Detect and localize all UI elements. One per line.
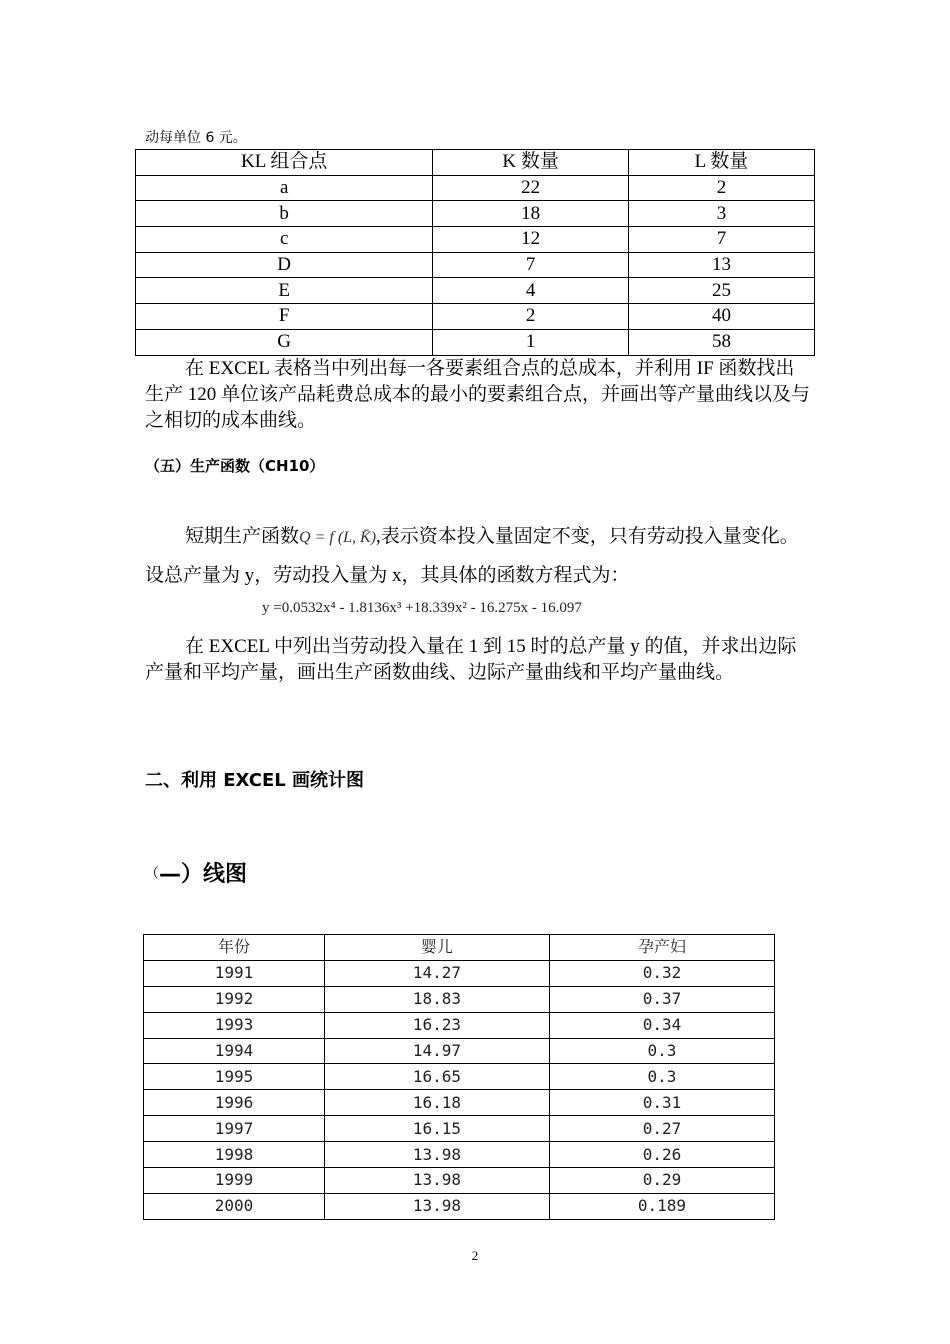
short-run-formula: Q = f (L, K̄) xyxy=(299,529,377,546)
table-row xyxy=(144,1116,775,1142)
column-header: KL 组合点 xyxy=(136,150,433,176)
table-row xyxy=(144,1168,775,1194)
table-cell: 18 xyxy=(433,201,629,227)
column-header: 婴儿 xyxy=(324,935,549,961)
table-cell: 1993 xyxy=(144,1012,325,1038)
production-equation: y =0.0532x⁴ - 1.8136x³ +18.339x² - 16.275x - 16.097 xyxy=(262,600,582,616)
table-cell: 12 xyxy=(433,227,629,253)
table-cell: a xyxy=(136,175,433,201)
table-cell: 1995 xyxy=(144,1064,325,1090)
table-cell: 0.29 xyxy=(549,1168,774,1194)
table-row xyxy=(144,1012,775,1038)
table-row xyxy=(136,175,815,201)
intro-text-after: ,表示资本投入量固定不变，只有劳动投入量变化。设总产量为 y，劳动投入量为 x，其具体的函数方程式为： xyxy=(145,526,799,586)
table-cell: G xyxy=(136,329,433,355)
table-cell: 0.31 xyxy=(549,1090,774,1116)
table-row xyxy=(144,960,775,986)
table-cell: E xyxy=(136,278,433,304)
table-cell: 25 xyxy=(628,278,814,304)
table-row xyxy=(136,329,815,355)
table-cell: 13 xyxy=(628,252,814,278)
table-cell: 0.27 xyxy=(549,1116,774,1142)
table-row xyxy=(136,252,815,278)
table-cell: 0.37 xyxy=(549,986,774,1012)
table-cell: 2 xyxy=(628,175,814,201)
column-header: 孕产妇 xyxy=(549,935,774,961)
table-cell: b xyxy=(136,201,433,227)
table-cell: 0.26 xyxy=(549,1142,774,1168)
section-five-title: （五）生产函数（CH10） xyxy=(145,457,325,475)
table-cell: D xyxy=(136,252,433,278)
table-cell: 1996 xyxy=(144,1090,325,1116)
table-cell: 58 xyxy=(628,329,814,355)
table-row xyxy=(144,1193,775,1219)
table-row xyxy=(136,304,815,330)
table-cell: 1992 xyxy=(144,986,325,1012)
table-cell: 2000 xyxy=(144,1193,325,1219)
table-cell: 18.83 xyxy=(324,986,549,1012)
para-production-task: 在 EXCEL 中列出当劳动投入量在 1 到 15 时的总产量 y 的值，并求出边际产量和平均产量，画出生产函数曲线、边际产量曲线和平均产量曲线。 xyxy=(145,636,797,683)
kl-combination-table xyxy=(135,149,815,356)
table-cell: 22 xyxy=(433,175,629,201)
table-cell: 1 xyxy=(433,329,629,355)
table-cell: 1994 xyxy=(144,1038,325,1064)
table-cell: 13.98 xyxy=(324,1142,549,1168)
table-cell: 4 xyxy=(433,278,629,304)
column-header: 年份 xyxy=(144,935,325,961)
table-row xyxy=(144,1064,775,1090)
table-cell: 0.3 xyxy=(549,1064,774,1090)
mortality-data-table xyxy=(143,934,775,1220)
table-header-row xyxy=(144,935,775,961)
table-cell: 16.65 xyxy=(324,1064,549,1090)
table-cell: 16.18 xyxy=(324,1090,549,1116)
table-cell: 40 xyxy=(628,304,814,330)
table-row xyxy=(144,1090,775,1116)
table-cell: 7 xyxy=(433,252,629,278)
table-cell: 14.97 xyxy=(324,1038,549,1064)
table-cell: c xyxy=(136,227,433,253)
table-cell: 1991 xyxy=(144,960,325,986)
table-cell: 13.98 xyxy=(324,1168,549,1194)
fragment-line: 动每单位 6 元。 xyxy=(145,130,247,146)
table-cell: 1998 xyxy=(144,1142,325,1168)
table-cell: 0.3 xyxy=(549,1038,774,1064)
table-cell: 13.98 xyxy=(324,1193,549,1219)
table-cell: 0.34 xyxy=(549,1012,774,1038)
table-header-row xyxy=(136,150,815,176)
table-cell: 1999 xyxy=(144,1168,325,1194)
table-cell: 0.189 xyxy=(549,1193,774,1219)
table-row xyxy=(144,1142,775,1168)
table-row xyxy=(136,278,815,304)
table-cell: 2 xyxy=(433,304,629,330)
section-two-title: 二、利用 EXCEL 画统计图 xyxy=(145,770,365,791)
table-row xyxy=(144,1038,775,1064)
table-row xyxy=(136,227,815,253)
subsection-line-chart-title: （—）线图 xyxy=(145,862,248,887)
table-row xyxy=(144,986,775,1012)
table-cell: 16.15 xyxy=(324,1116,549,1142)
column-header: K 数量 xyxy=(433,150,629,176)
page-number: 2 xyxy=(471,1248,479,1263)
table-cell: 3 xyxy=(628,201,814,227)
table-cell: 1997 xyxy=(144,1116,325,1142)
table-cell: 14.27 xyxy=(324,960,549,986)
table-cell: F xyxy=(136,304,433,330)
column-header: L 数量 xyxy=(628,150,814,176)
intro-text-before: 短期生产函数 xyxy=(185,526,300,547)
para-excel-cost: 在 EXCEL 表格当中列出每一各要素组合点的总成本，并利用 IF 函数找出生产 120 单位该产品耗费总成本的最小的要素组合点，并画出等产量曲线以及与之相切的成本曲线。 xyxy=(145,358,811,431)
table-cell: 0.32 xyxy=(549,960,774,986)
para-production-intro xyxy=(145,518,810,595)
table-row xyxy=(136,201,815,227)
table-cell: 16.23 xyxy=(324,1012,549,1038)
table-cell: 7 xyxy=(628,227,814,253)
